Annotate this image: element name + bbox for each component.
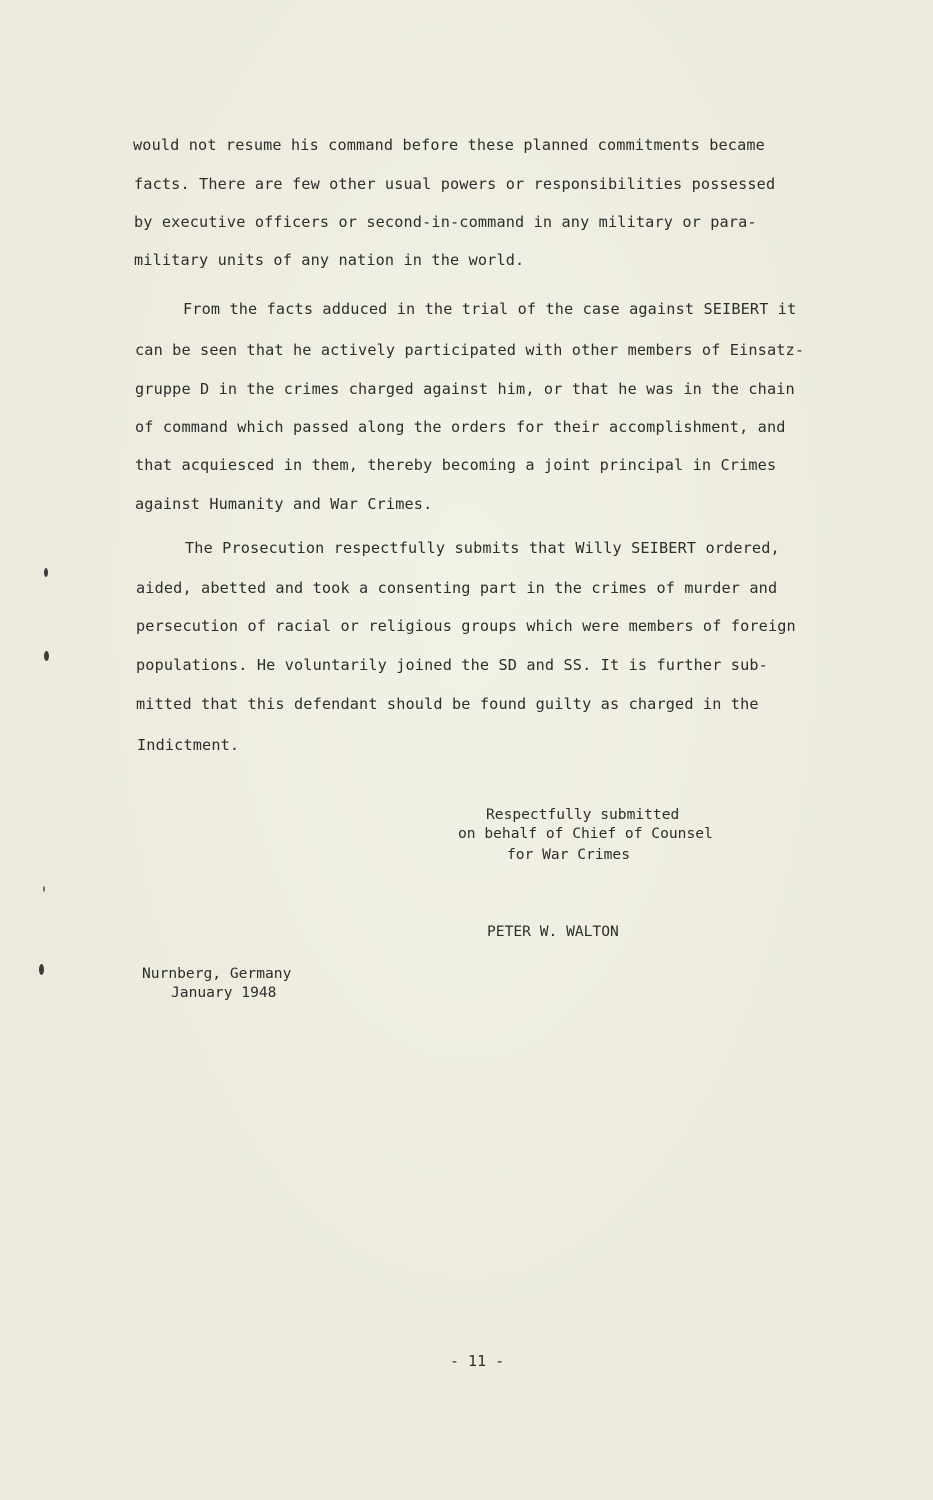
body-text-line: populations. He voluntarily joined the SD and SS. It is further sub-	[136, 656, 768, 674]
closing-line: on behalf of Chief of Counsel	[458, 825, 713, 842]
signatory-name: PETER W. WALTON	[487, 923, 619, 940]
margin-mark	[43, 886, 45, 892]
body-text-line: aided, abetted and took a consenting part in the crimes of murder and	[136, 579, 778, 597]
closing-line: Respectfully submitted	[486, 806, 680, 823]
body-text-line: From the facts adduced in the trial of the case against SEIBERT it	[183, 300, 797, 318]
body-text-line: The Prosecution respectfully submits that Willy SEIBERT ordered,	[185, 539, 780, 557]
margin-mark	[39, 964, 44, 975]
body-text-line: Indictment.	[137, 736, 240, 754]
body-text-line: that acquiesced in them, thereby becoming a joint principal in Crimes	[135, 456, 777, 474]
body-text-line: mitted that this defendant should be found guilty as charged in the	[136, 695, 759, 713]
page-number: - 11 -	[450, 1352, 505, 1370]
body-text-line: gruppe D in the crimes charged against him, or that he was in the chain	[135, 380, 795, 398]
date-line: January 1948	[171, 984, 277, 1001]
body-text-line: facts. There are few other usual powers or responsibilities possessed	[134, 175, 776, 193]
margin-mark	[44, 568, 48, 577]
body-text-line: of command which passed along the orders for their accomplishment, and	[135, 418, 786, 436]
body-text-line: military units of any nation in the world.	[134, 251, 525, 269]
body-text-line: persecution of racial or religious groups which were members of foreign	[136, 617, 796, 635]
body-text-line: by executive officers or second-in-command in any military or para-	[134, 213, 757, 231]
body-text-line: against Humanity and War Crimes.	[135, 495, 433, 513]
place-line: Nurnberg, Germany	[142, 965, 292, 982]
closing-line: for War Crimes	[507, 846, 631, 863]
body-text-line: can be seen that he actively participated with other members of Einsatz-	[135, 341, 805, 359]
body-text-line: would not resume his command before these planned commitments became	[133, 136, 765, 154]
margin-mark	[44, 651, 49, 661]
